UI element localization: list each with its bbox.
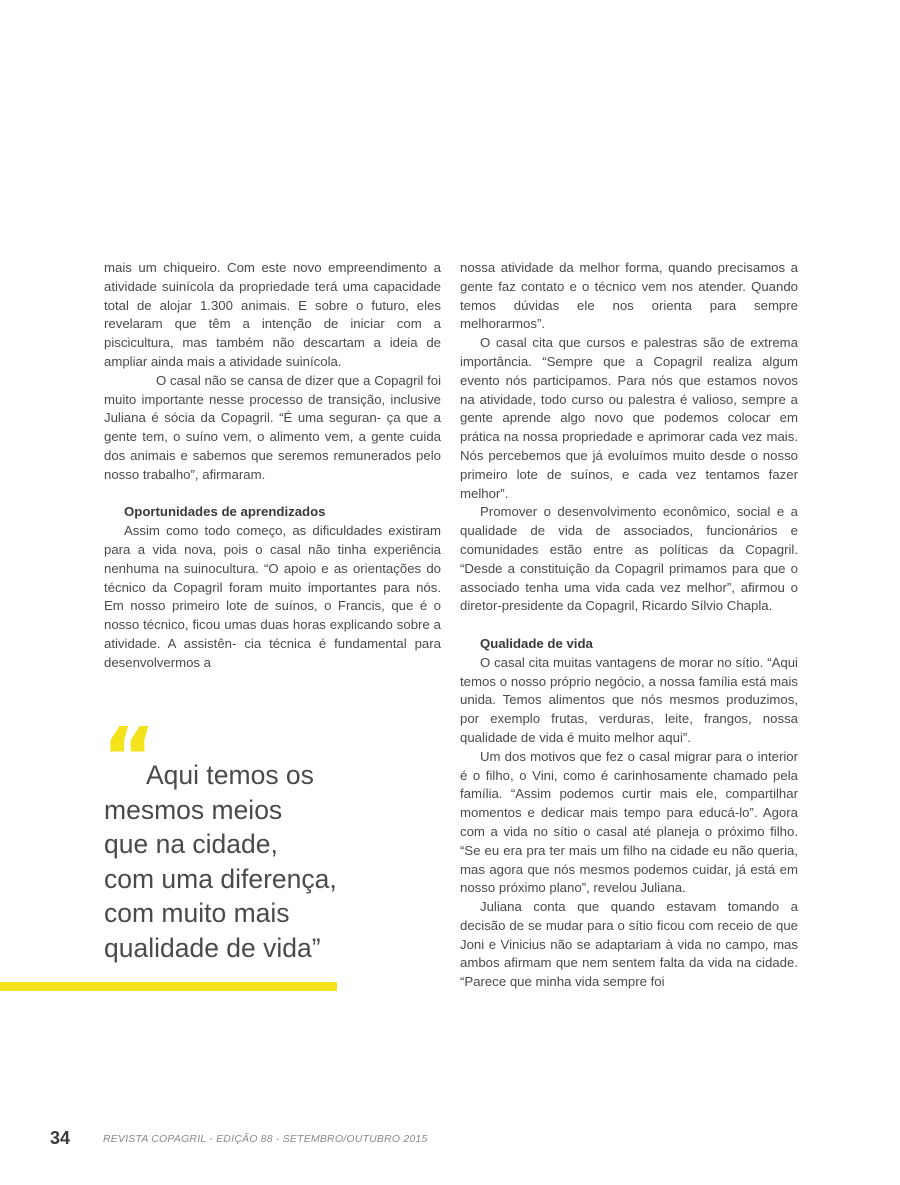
spacer bbox=[460, 616, 798, 635]
body-paragraph: mais um chiqueiro. Com este novo empreendimento a atividade suinícola da propriedade terá uma capacidade total de alojar 1.300 animais. E sobre o futuro, eles revelaram que têm a intenção de iniciar com a piscicultura, mas também não descartam a ideia de ampliar ainda mais a atividade suinícola. bbox=[104, 260, 441, 369]
body-paragraph: O casal cita muitas vantagens de morar no sítio. “Aqui temos o nosso próprio negócio, a nossa família está mais unida. Temos alimentos que nós mesmos produzimos, por exemplo frutas, verduras, leite, frangos, nossa qualidade de vida é muito melhor aqui”. bbox=[460, 654, 798, 745]
publication-footer: REVISTA COPAGRIL - EDIÇÃO 88 - SETEMBRO/OUTUBRO 2015 bbox=[103, 1133, 428, 1145]
body-paragraph: Assim como todo começo, as dificuldades existiram para a vida nova, pois o casal não tinha experiência nenhuma na suinocultura. “O apoio e as orientações do técnico da Copagril foram muito importantes para nós. Em nosso primeiro lote de suínos, o Francis, que é o nosso técnico, ficou umas duas horas explicando sobre a atividade. A assistên- cia técnica é fundamental para desenvolvermos a bbox=[104, 523, 441, 670]
page-number: 34 bbox=[50, 1128, 71, 1148]
quote-mark-icon: “ bbox=[102, 711, 156, 806]
quote-line: que na cidade, bbox=[104, 829, 278, 859]
section-heading: Oportunidades de aprendizados bbox=[124, 504, 326, 520]
quote-line: mesmos meios bbox=[104, 794, 283, 825]
body-paragraph: Promover o desenvolvimento econômico, social e a qualidade de vida de associados, funcionários e comunidades estão entre as políticas da Copagril. “Desde a constituição da Copagril primamos para que o associado tenha uma vida cada vez melhor”, afirmou o diretor-presidente da Copagril, Ricardo Sílvio Chapla. bbox=[460, 504, 798, 614]
quote-line: com muito mais bbox=[104, 898, 290, 928]
body-paragraph: Um dos motivos que fez o casal migrar para o interior é o filho, o Vini, como é carinhosamente chamado pela família. “Assim podemos curtir mais ele, compartilhar momentos e dedicar mais tempo para educá-lo”. Agora com a vida no sítio o casal até planeja o próximo filho. “Se eu era pra ter mais um filho na cidade eu não queria, mas agora que nós mesmos podemos cuidar, já está em nosso próximo plano”, revelou Juliana. bbox=[460, 748, 798, 896]
right-column bbox=[460, 259, 798, 992]
body-paragraph: O casal cita que cursos e palestras são de extrema importância. “Sempre que a Copagril realiza algum evento nós participamos. Para nós que estamos novos na atividade, todo curso ou palestra é valioso, sempre a gente aprende algo novo que podemos colocar em prática na nossa propriedade e aprimorar cada vez mais. Nós percebemos que já evoluímos muito desde o nosso primeiro lote de suínos, e cada vez tentamos fazer melhor”. bbox=[460, 335, 798, 501]
body-paragraph: nossa atividade da melhor forma, quando precisamos a gente faz contato e o técnico vem nos atender. Quando temos dúvidas ele nos orienta para sempre melhorarmos”. bbox=[460, 260, 798, 332]
quote-line: Aqui temos os bbox=[146, 760, 314, 790]
spacer bbox=[104, 485, 441, 504]
section-heading: Qualidade de vida bbox=[480, 635, 593, 651]
body-paragraph: O casal não se cansa de dizer que a Copagril foi muito importante nesse processo de transição, inclusive Juliana é sócia da Copagril. “É uma seguran- ça que a gente tem, o suíno vem, o alimento vem, a gente cuida dos animais e sabemos que seremos remunerados pelo nosso trabalho”, afirmaram. bbox=[104, 372, 441, 482]
pull-quote bbox=[102, 711, 404, 965]
left-column bbox=[104, 259, 441, 673]
body-paragraph: Juliana conta que quando estavam tomando a decisão de se mudar para o sítio ficou com receio de que Joni e Vinicius não se adaptariam à vida no campo, mas ambos afirmam que nem sentem falta da vida na cidade. “Parece que minha vida sempre foi bbox=[460, 899, 798, 990]
quote-line: com uma diferença, bbox=[104, 863, 337, 894]
quote-line: qualidade de vida” bbox=[104, 932, 321, 963]
accent-bar bbox=[0, 982, 337, 991]
